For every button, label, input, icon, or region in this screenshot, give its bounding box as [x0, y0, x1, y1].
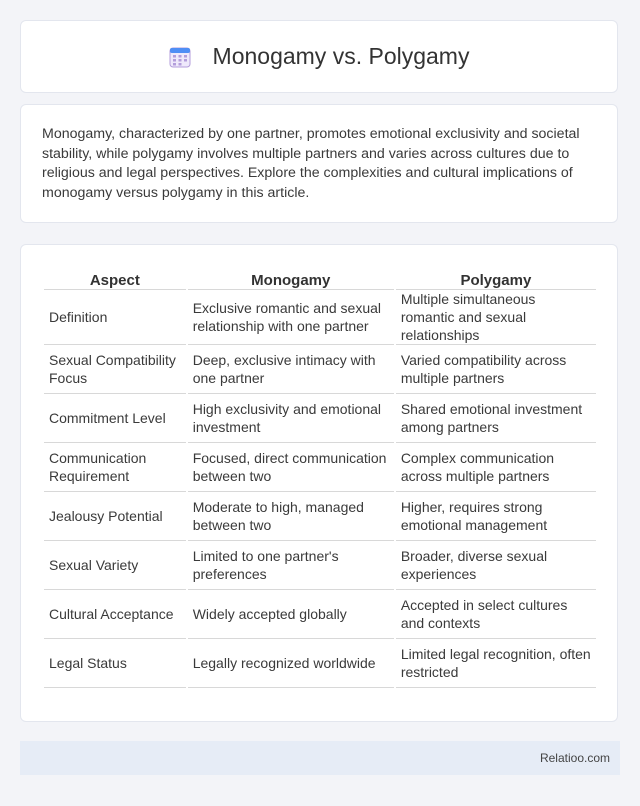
- intro-card: [20, 104, 618, 223]
- footer-bar: [20, 741, 620, 775]
- table-cell: Multiple simultaneous romantic and sexual relationships: [396, 290, 596, 345]
- page-title: Monogamy vs. Polygamy: [212, 43, 470, 69]
- table-row: [44, 639, 596, 688]
- table-cell: Communication Requirement: [44, 443, 186, 492]
- table-cell: Exclusive romantic and sexual relationship with one partner: [188, 290, 394, 345]
- table-cell: Sexual Variety: [44, 541, 186, 590]
- table-row: [44, 394, 596, 443]
- table-cell: Definition: [44, 290, 186, 345]
- table-cell: Varied compatibility across multiple partners: [396, 345, 596, 394]
- table-cell: Sexual Compatibility Focus: [44, 345, 186, 394]
- table-cell: Legally recognized worldwide: [188, 639, 394, 688]
- table-cell: Deep, exclusive intimacy with one partner: [188, 345, 394, 394]
- table-cell: Complex communication across multiple partners: [396, 443, 596, 492]
- header-aspect: Aspect: [44, 263, 186, 290]
- table-cell: Limited legal recognition, often restricted: [396, 639, 596, 688]
- table-cell: Accepted in select cultures and contexts: [396, 590, 596, 639]
- table-row: [44, 492, 596, 541]
- table-cell: Focused, direct communication between two: [188, 443, 394, 492]
- comparison-table: [42, 263, 598, 688]
- table-cell: Cultural Acceptance: [44, 590, 186, 639]
- title-card: [20, 20, 618, 93]
- table-row: [44, 345, 596, 394]
- table-row: [44, 290, 596, 345]
- header-polygamy: Polygamy: [396, 263, 596, 290]
- table-cell: Commitment Level: [44, 394, 186, 443]
- comparison-card: [20, 244, 618, 722]
- table-cell: Moderate to high, managed between two: [188, 492, 394, 541]
- table-row: [44, 541, 596, 590]
- table-cell: Higher, requires strong emotional management: [396, 492, 596, 541]
- intro-text: Monogamy, characterized by one partner, promotes emotional exclusivity and societal stability, while polygamy involves multiple partners and varies across cultures due to religious and legal perspectives. Explore the complexities and cultural implications of monogamy versus polygamy in this article.: [42, 126, 580, 201]
- header-monogamy: Monogamy: [188, 263, 394, 290]
- table-cell: Limited to one partner's preferences: [188, 541, 394, 590]
- table-cell: Shared emotional investment among partners: [396, 394, 596, 443]
- table-row: [44, 443, 596, 492]
- table-cell: Jealousy Potential: [44, 492, 186, 541]
- table-cell: Legal Status: [44, 639, 186, 688]
- footer-brand-link[interactable]: Relatioo.com: [539, 751, 610, 765]
- table-row: [44, 590, 596, 639]
- table-header-row: [44, 263, 596, 290]
- table-cell: Broader, diverse sexual experiences: [396, 541, 596, 590]
- calendar-icon: [169, 46, 191, 68]
- table-cell: High exclusivity and emotional investment: [188, 394, 394, 443]
- table-cell: Widely accepted globally: [188, 590, 394, 639]
